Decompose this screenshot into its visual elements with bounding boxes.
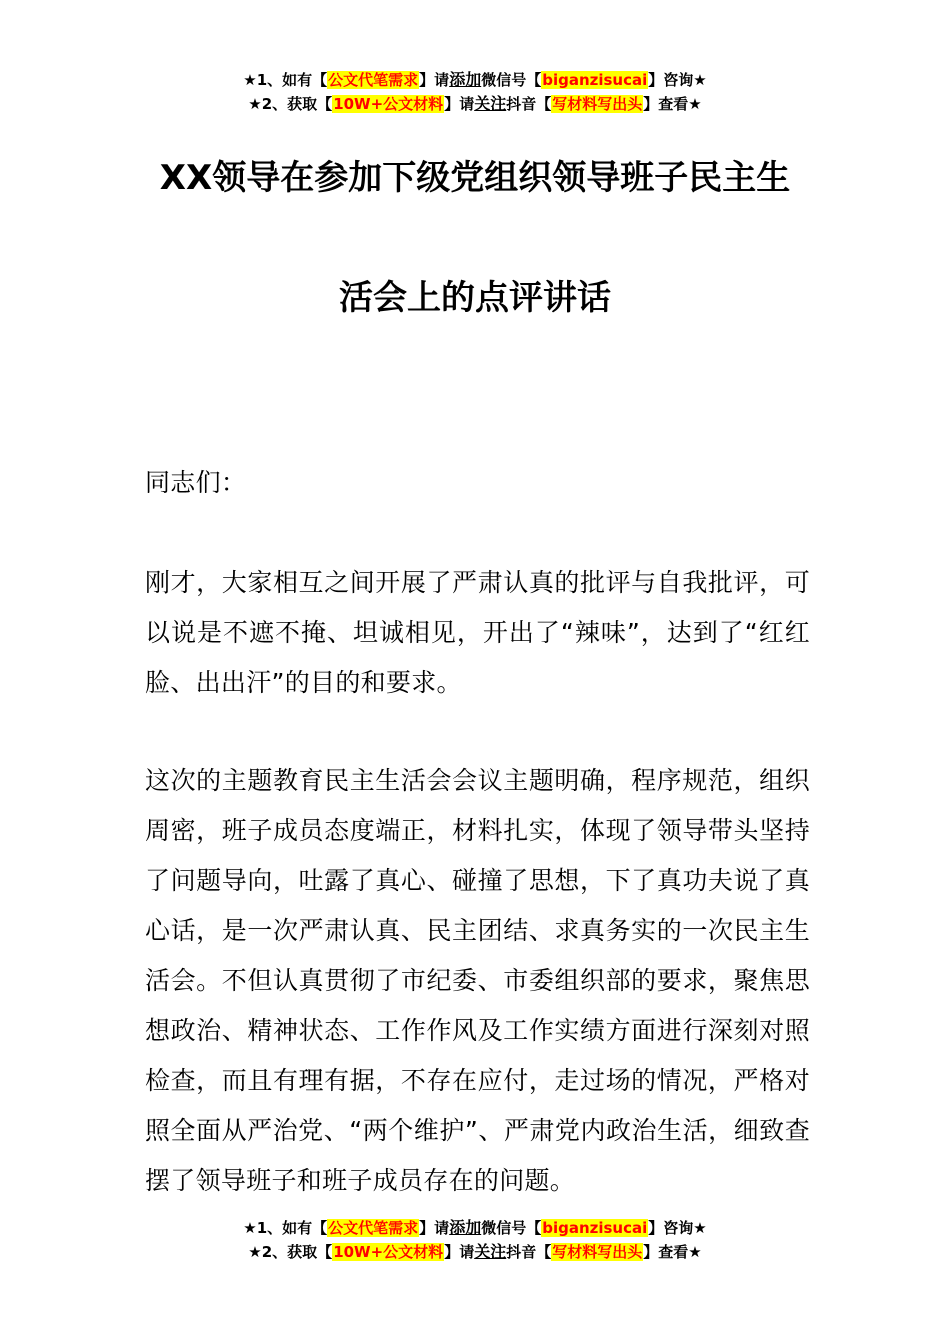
document-title-line-2: 活会上的点评讲话 xyxy=(339,278,611,318)
banner-underline: 添加 xyxy=(449,1218,482,1237)
banner-line-1 xyxy=(0,1216,950,1240)
banner-underline: 关注 xyxy=(474,94,507,113)
banner-highlight-douyin: 写材料写出头 xyxy=(552,1243,643,1261)
banner-line-2 xyxy=(0,92,950,116)
banner-text: 】咨询★ xyxy=(648,71,707,89)
banner-text: 微信号【 xyxy=(481,1219,542,1237)
banner-text: 】查看★ xyxy=(643,1243,702,1261)
banner-underline: 关注 xyxy=(474,1242,507,1261)
banner-highlight-douyin: 写材料写出头 xyxy=(552,95,643,113)
banner-text: 】请 xyxy=(444,95,475,113)
banner-highlight: 公文代笔需求 xyxy=(328,1219,419,1237)
paragraph-1: 刚才，大家相互之间开展了严肃认真的批评与自我批评，可以说是不遮不掩、坦诚相见，开出了“辣味”，达到了“红红脸、出出汗”的目的和要求。 xyxy=(145,568,810,697)
banner-highlight-wechat: biganzisucai xyxy=(542,71,648,89)
banner-highlight: 10W+公文材料 xyxy=(333,95,444,113)
banner-text: ★1、如有【 xyxy=(243,1219,328,1237)
banner-text: 】请 xyxy=(419,1219,450,1237)
greeting: 同志们： xyxy=(145,468,247,497)
banner-text: ★2、获取【 xyxy=(248,1243,333,1261)
banner-underline: 添加 xyxy=(449,70,482,89)
banner-highlight: 10W+公文材料 xyxy=(333,1243,444,1261)
banner-text: 抖音【 xyxy=(506,1243,552,1261)
banner-highlight: 公文代笔需求 xyxy=(328,71,419,89)
banner-text: 】查看★ xyxy=(643,95,702,113)
banner-highlight-wechat: biganzisucai xyxy=(542,1219,648,1237)
banner-text: ★1、如有【 xyxy=(243,71,328,89)
banner-line-2 xyxy=(0,1240,950,1264)
footer-banner xyxy=(0,1216,950,1264)
banner-text: 抖音【 xyxy=(506,95,552,113)
banner-text: 】请 xyxy=(419,71,450,89)
document-title-line-1: XX领导在参加下级党组织领导班子民主生 xyxy=(159,158,791,198)
header-banner xyxy=(0,68,950,116)
banner-line-1 xyxy=(0,68,950,92)
banner-text: 】咨询★ xyxy=(648,1219,707,1237)
banner-text: ★2、获取【 xyxy=(248,95,333,113)
paragraph-2: 这次的主题教育民主生活会会议主题明确，程序规范，组织周密，班子成员态度端正，材料扎实，体现了领导带头坚持了问题导向，吐露了真心、碰撞了思想，下了真功夫说了真心话，是一次严肃认真、民主团结、求真务实的一次民主生活会。不但认真贯彻了市纪委、市委组织部的要求，聚焦思想政治、精神状态、工作作风及工作实绩方面进行深刻对照检查，而且有理有据，不存在应付，走过场的情况，严格对照全面从严治党、“两个维护”、严肃党内政治生活，细致查摆了领导班子和班子成员存在的问题。 xyxy=(145,766,810,1195)
banner-text: 微信号【 xyxy=(481,71,542,89)
banner-text: 】请 xyxy=(444,1243,475,1261)
